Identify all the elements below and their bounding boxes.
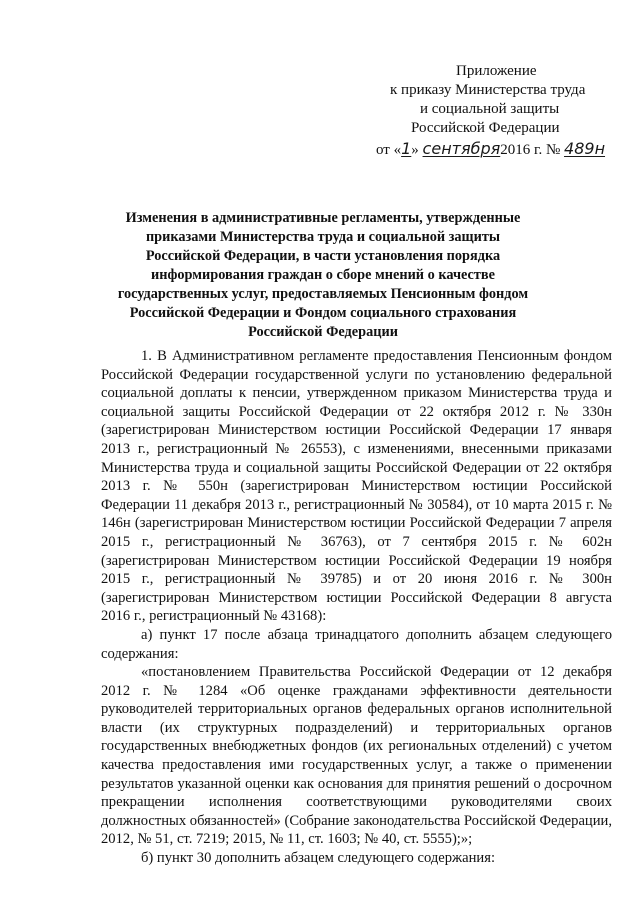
order-year-number: 2016 г. № [500, 142, 561, 158]
document-title: Изменения в административные регламенты, утвержденные приказами Министерства труда и социальной защиты Российской Федерации, в части установления порядка информирования граждан о сборе мнений о качестве государственных услуг, предоставляемых Пенсионным фондом Российской Федерации и Фондом социального страхования Российской Федерации [117, 210, 529, 340]
order-prefix: от « [376, 142, 402, 158]
appendix-label: Приложение [456, 63, 537, 79]
quoted-insertion: «постановлением Правительства Российской Федерации от 12 декабря 2012 г. № 1284 «Об оценке гражданами эффективности деятельности руководителей территориальных органов федеральных органов исполнительной власти (их структурных подразделений) и территориальных органов государственных внебюджетных фондов (их региональных отделений) с учетом качества предоставления ими государственных услуг, а также о применении результатов указанной оценки как основания для принятия решений о досрочном прекращении исполнения соответствующими руководителями своих должностных обязанностей» (Собрание законодательства Российской Федерации, 2012, № 51, ст. 7219; 2015, № 11, ст. 1603; № 40, ст. 5555);»; [101, 664, 613, 848]
order-number-handwritten: 489н [564, 139, 606, 158]
appendix-order-ref: к приказу Министерства труда [390, 82, 586, 98]
item-b: б) пункт 30 дополнить абзацем следующего содержания: [141, 850, 496, 867]
appendix-header [368, 62, 640, 160]
order-quote-close: » [411, 142, 419, 158]
appendix-ministry-line: и социальной защиты [420, 101, 560, 117]
appendix-country-line: Российской Федерации [411, 120, 560, 136]
order-month-handwritten: сентября [422, 139, 501, 158]
paragraph-1: 1. В Административном регламенте предоставления Пенсионным фондом Российской Федерации государственной услуги по установлению федеральной социальной доплаты к пенсии, утвержденном приказом Министерства труда и социальной защиты Российской Федерации от 22 октября 2012 г. № 330н (зарегистрирован Министерством юстиции Российской Федерации 17 января 2013 г., регистрационный № 26553), с изменениями, внесенными приказами Министерства труда и социальной защиты Российской Федерации от 22 октября 2013 г. № 550н (зарегистрирован Министерством юстиции Российской Федерации 11 декабря 2013 г., регистрационный № 30584), от 10 марта 2015 г. № 146н (зарегистрирован Министерством юстиции Российской Федерации 7 апреля 2015 г., регистрационный № 36763), от 7 сентября 2015 г. № 602н (зарегистрирован Министерством юстиции Российской Федерации 19 ноября 2015 г., регистрационный № 39785) и от 20 июня 2016 г. № 300н (зарегистрирован Министерством юстиции Российской Федерации 8 августа 2016 г., регистрационный № 43168): [101, 348, 612, 625]
item-a: а) пункт 17 после абзаца тринадцатого дополнить абзацем следующего содержания: [101, 626, 612, 662]
order-date-number-line [368, 139, 640, 160]
order-day-handwritten: 1 [401, 139, 412, 158]
document-body [101, 347, 612, 868]
